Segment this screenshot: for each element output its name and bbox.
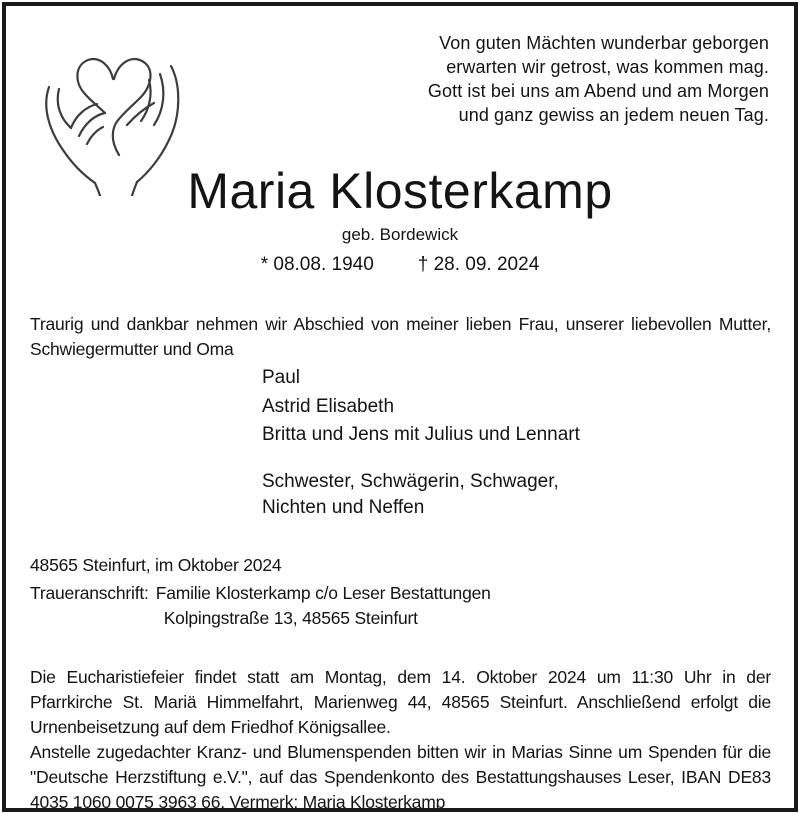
deceased-name-block	[0, 162, 800, 276]
mourner-name: Astrid Elisabeth	[262, 395, 395, 417]
death-date: † 28. 09. 2024	[417, 254, 540, 275]
mourner-name: Paul	[262, 367, 301, 388]
verse-line: Von guten Mächten wunderbar geborgen	[439, 33, 769, 53]
verse-line: und ganz gewiss an jedem neuen Tag.	[458, 105, 769, 125]
address-line2: Kolpingstraße 13, 48565 Steinfurt	[163, 608, 418, 628]
maiden-name: geb. Bordewick	[341, 225, 459, 244]
address-lines	[156, 581, 491, 631]
mourners-list	[262, 364, 580, 450]
verse-line: erwarten wir getrost, was kommen mag.	[446, 57, 769, 77]
life-dates	[0, 254, 800, 276]
relatives-list	[262, 469, 559, 520]
service-info-paragraph: Die Eucharistiefeier findet statt am Montag, dem 14. Oktober 2024 um 11:30 Uhr in der Pfarrkirche St. Mariä Himmelfahrt, Marienweg 44, 48565 Steinfurt. Anschließend erfolgt die Urnenbeisetzung auf dem Friedhof Königsallee.	[30, 666, 771, 737]
mourner-name: Britta und Jens mit Julius und Lennart	[262, 424, 580, 445]
deceased-name: Maria Klosterkamp	[187, 163, 613, 219]
intro-paragraph: Traurig und dankbar nehmen wir Abschied von meiner lieben Frau, unserer liebevollen Mutter, Schwiegermutter und Oma	[30, 313, 771, 359]
mourning-address	[30, 581, 491, 631]
address-line1: Familie Klosterkamp c/o Leser Bestattungen	[155, 583, 491, 603]
memorial-verse	[428, 31, 769, 127]
address-label: Traueranschrift:	[30, 583, 149, 603]
donation-info-paragraph: Anstelle zugedachter Kranz- und Blumenspenden bitten wir in Marias Sinne um Spenden für die "Deutsche Herzstiftung e.V.", auf das Spendenkonto des Bestattungshauses Leser, IBAN DE83 4035 1060 0075 3963 66, Vermerk: Maria Klosterkamp	[30, 741, 771, 812]
verse-line: Gott ist bei uns am Abend und am Morgen	[427, 81, 769, 101]
relatives-line: Nichten und Neffen	[262, 496, 425, 518]
place-date: 48565 Steinfurt, im Oktober 2024	[30, 555, 282, 575]
birth-date: * 08.08. 1940	[260, 254, 374, 275]
relatives-line: Schwester, Schwägerin, Schwager,	[262, 471, 559, 492]
